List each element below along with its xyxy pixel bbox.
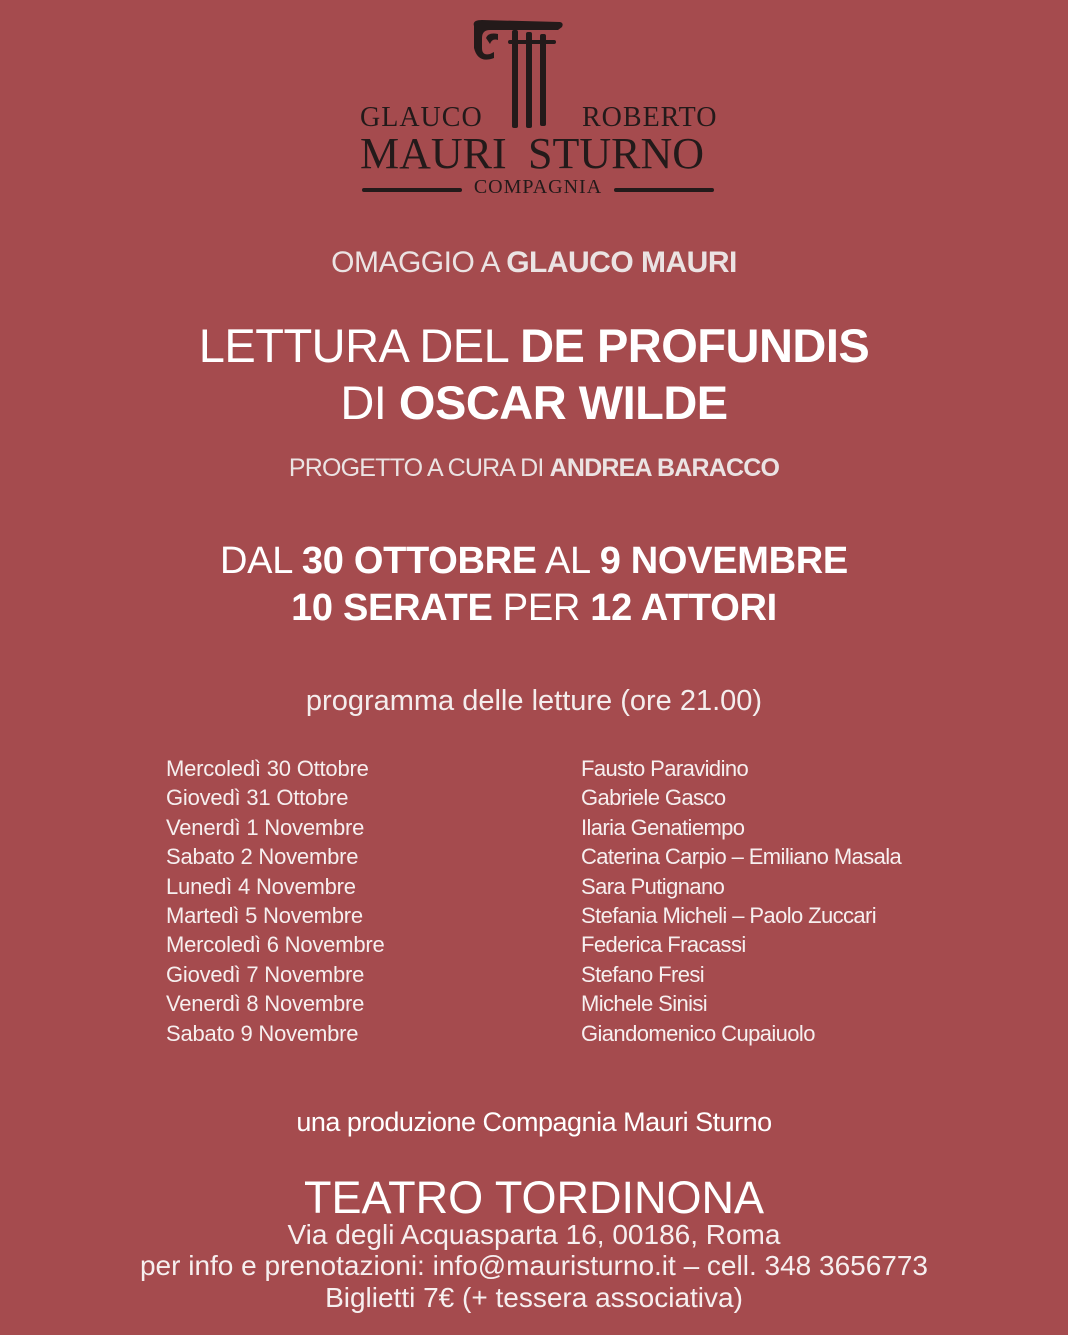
schedule-row	[166, 844, 966, 873]
schedule-date: Giovedì 7 Novembre	[166, 961, 365, 987]
title-line-1	[0, 318, 1068, 373]
schedule-row	[166, 932, 966, 961]
logo-company-label: COMPAGNIA	[473, 176, 603, 198]
theater-address: Via degli Acquasparta 16, 00186, Roma	[287, 1219, 781, 1250]
column-capital-icon	[468, 18, 568, 136]
logo-last-name-mauri: MAURI	[360, 129, 507, 178]
run-summary	[0, 587, 1068, 630]
title-author: OSCAR WILDE	[398, 376, 728, 429]
project-credit	[0, 454, 1068, 483]
run-per: PER	[492, 587, 591, 629]
title-line-2-prefix: DI	[340, 376, 399, 429]
schedule-row	[166, 991, 966, 1020]
logo-first-name-glauco: GLAUCO	[360, 102, 483, 133]
schedule-row	[166, 903, 966, 932]
schedule-date: Venerdì 1 Novembre	[166, 814, 365, 840]
schedule-actor: Stefano Fresi	[581, 961, 705, 987]
programme-heading: programma delle letture (ore 21.00)	[305, 685, 763, 717]
schedule-actor: Caterina Carpio – Emiliano Masala	[581, 844, 902, 870]
schedule-row	[166, 785, 966, 814]
run-end-date: 9 NOVEMBRE	[599, 540, 848, 582]
run-actors: 12 ATTORI	[590, 587, 777, 629]
schedule-date: Giovedì 31 Ottobre	[166, 785, 349, 811]
theater-name: TEATRO TORDINONA	[303, 1172, 765, 1223]
homage-prefix: OMAGGIO A	[331, 246, 507, 279]
run-dates	[0, 540, 1068, 583]
schedule-date: Lunedì 4 Novembre	[166, 873, 356, 899]
project-curator: ANDREA BARACCO	[549, 454, 780, 482]
reading-schedule	[166, 756, 966, 1050]
schedule-row	[166, 1021, 966, 1050]
logo-rule-right	[614, 188, 714, 192]
schedule-actor: Stefania Micheli – Paolo Zuccari	[581, 902, 877, 928]
run-dal: DAL	[220, 540, 302, 582]
company-logo	[350, 14, 720, 204]
schedule-row	[166, 756, 966, 785]
ticket-price: Biglietti 7€ (+ tessera associativa)	[325, 1282, 743, 1313]
logo-first-name-roberto: ROBERTO	[582, 102, 718, 133]
schedule-actor: Ilaria Genatiempo	[581, 814, 745, 840]
schedule-date: Sabato 9 Novembre	[166, 1020, 359, 1046]
schedule-date: Sabato 2 Novembre	[166, 844, 359, 870]
schedule-date: Mercoledì 30 Ottobre	[166, 756, 369, 781]
schedule-date: Venerdì 8 Novembre	[166, 991, 365, 1017]
schedule-actor: Giandomenico Cupaiuolo	[581, 1020, 815, 1046]
title-line-1-prefix: LETTURA DEL	[198, 319, 521, 372]
run-nights: 10 SERATE	[291, 587, 493, 629]
homage-name: GLAUCO MAURI	[506, 246, 737, 279]
production-credit: una produzione Compagnia Mauri Sturno	[296, 1107, 772, 1137]
title-line-2	[0, 375, 1068, 430]
schedule-actor: Federica Fracassi	[581, 932, 746, 958]
project-prefix: PROGETTO A CURA DI	[288, 454, 550, 482]
schedule-row	[166, 962, 966, 991]
schedule-date: Martedì 5 Novembre	[166, 902, 363, 928]
schedule-actor: Sara Putignano	[581, 873, 725, 899]
logo-last-name-sturno: STURNO	[528, 129, 705, 178]
schedule-actor: Michele Sinisi	[581, 991, 708, 1017]
run-start-date: 30 OTTOBRE	[301, 540, 537, 582]
schedule-row	[166, 815, 966, 844]
schedule-actor: Gabriele Gasco	[581, 785, 726, 811]
booking-info: per info e prenotazioni: info@mauristurno.it – cell. 348 3656773	[139, 1250, 929, 1281]
homage-line	[0, 246, 1068, 280]
title-work: DE PROFUNDIS	[520, 319, 870, 372]
run-al: AL	[536, 540, 600, 582]
schedule-date: Mercoledì 6 Novembre	[166, 932, 385, 958]
schedule-row	[166, 874, 966, 903]
schedule-actor: Fausto Paravidino	[581, 756, 749, 781]
